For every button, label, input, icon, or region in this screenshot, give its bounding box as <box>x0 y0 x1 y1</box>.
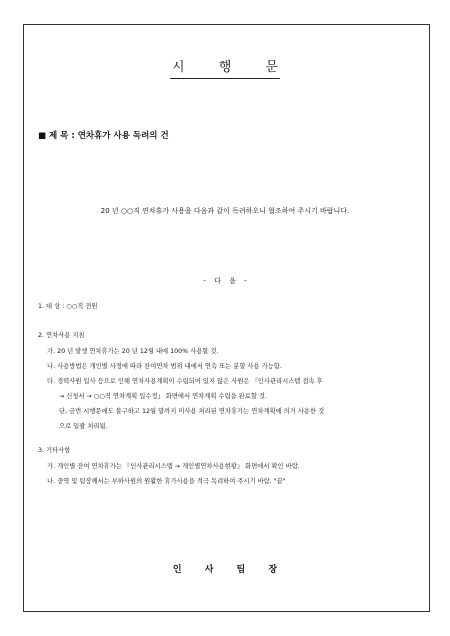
guideline-note-continued: 으로 일괄 처리됨. <box>59 423 108 430</box>
guideline-item-continued: → 신청서 → ○○직 연차계획 입수정』 화면에서 연차계획 수립을 완료할 것. <box>59 393 268 400</box>
document-frame <box>23 24 430 612</box>
document-title <box>0 56 450 79</box>
subject-line: ■ 제 목 : 연차휴가 사용 독려의 건 <box>38 131 169 141</box>
section-heading-other: 3. 기타사항 <box>38 447 71 454</box>
section-heading-guidelines: 2. 연차사용 지침 <box>38 332 85 339</box>
intro-paragraph: 20 년 ○○직 연차휴가 사용을 다음과 같이 독려하오니 협조하여 주시기 바랍니다. <box>100 207 350 215</box>
guideline-item: 가. 20 년 발생 연차휴가는 20 년 12월 내에 100% 사용할 것. <box>47 348 219 355</box>
other-item: 나. 중역 및 팀장께서는 부하사원의 원활한 휴가사용을 적극 독려하여 주시기 바람. "끝" <box>47 478 286 485</box>
other-item: 가. 개인별 잔여 연차휴가는 『인사관리시스템 → 개인별연차사용현황』 화면에서 확인 바람. <box>47 463 300 470</box>
guideline-item: 다. 경력사원 입사 등으로 인해 연차사용계획이 수립되어 있지 않은 사원은 『인사관리시스템 접속 후 <box>47 378 323 385</box>
section-heading-target: 1. 대 상 : ○○직 전원 <box>38 303 98 310</box>
guideline-note: 단, 금번 시행문에도 불구하고 12월 말까지 미사용 처리된 연차휴가는 연차계획에 의거 사용한 것 <box>59 408 325 415</box>
signature-hr-team-leader: 인 사 팀 장 <box>172 565 278 575</box>
title-text: 시 행 문 <box>170 56 280 79</box>
guideline-item: 나. 사용방법은 개인별 사정에 따라 잔여연차 범위 내에서 연속 또는 분할 사용 가능함. <box>47 363 282 370</box>
dahm-heading: - 다 음 - <box>203 277 247 285</box>
